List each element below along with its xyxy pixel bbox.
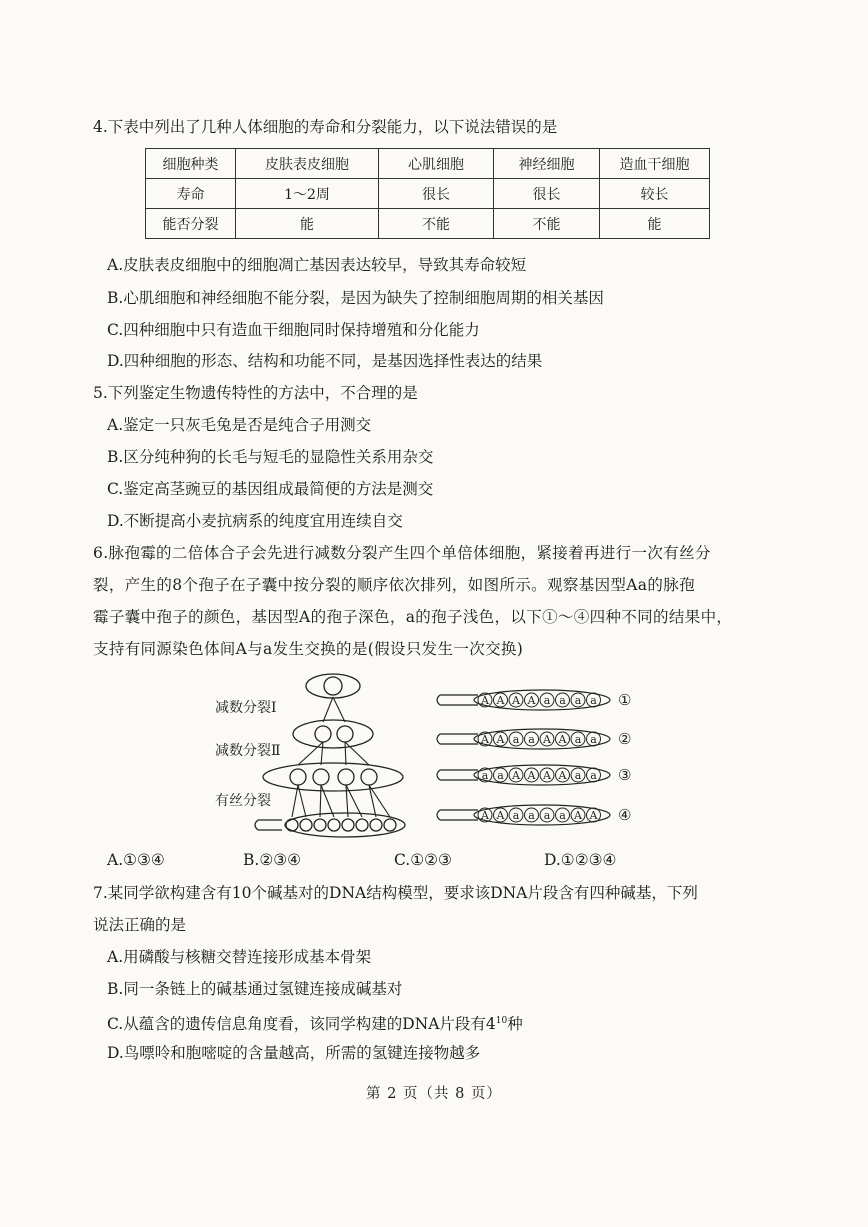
q4-option-d: D.四种细胞的形态、结构和功能不同，是基因选择性表达的结果	[107, 352, 543, 370]
table-cell: 很长	[494, 179, 600, 209]
table-cell: 皮肤表皮细胞	[236, 149, 379, 179]
spore-label: a	[497, 769, 504, 782]
spore-label: A	[512, 769, 520, 782]
ascus-number-label: ③	[618, 766, 632, 784]
spore-label: A	[558, 769, 567, 782]
ascus-number-label: ②	[618, 730, 632, 748]
ascus-number-label: ①	[618, 691, 632, 709]
spore-label: a	[512, 809, 520, 822]
q6-choice-c: C.①②③	[394, 851, 452, 869]
table-cell: 不能	[379, 209, 494, 239]
q5-option-c: C.鉴定高茎豌豆的基因组成最简便的方法是测交	[107, 480, 434, 498]
spore-label: A	[496, 809, 505, 822]
spore-label: A	[574, 809, 582, 822]
q6-stem-line: 裂，产生的8个孢子在子囊中按分裂的顺序依次排列，如图所示。观察基因型Aa的脉孢	[93, 576, 695, 594]
spore-label: a	[528, 733, 535, 746]
spore-label: A	[481, 733, 489, 746]
ascus-result-3	[437, 765, 631, 785]
spore-label: a	[574, 733, 582, 746]
spore-label: A	[496, 733, 505, 746]
q5-option-b: B.区分纯种狗的长毛与短毛的显隐性关系用杂交	[107, 448, 434, 466]
spore-label: a	[590, 694, 597, 707]
table-cell: 心肌细胞	[379, 149, 494, 179]
q7-stem-line: 说法正确的是	[93, 916, 187, 934]
spore-label: A	[589, 809, 598, 822]
table-cell: 1～2周	[236, 179, 379, 209]
spore-label: a	[512, 733, 520, 746]
q7-stem-line: 7.某同学欲构建含有10个碱基对的DNA结构模型，要求该DNA片段含有四种碱基，下列	[93, 884, 698, 902]
ascus-result-1	[437, 690, 631, 710]
q4-option-b: B.心肌细胞和神经细胞不能分裂，是因为缺失了控制细胞周期的相关基因	[107, 289, 604, 307]
spore-label: a	[543, 694, 551, 707]
spore-label: A	[481, 694, 489, 707]
q7-option-d: D.鸟嘌呤和胞嘧啶的含量越高，所需的氢键连接物越多	[107, 1044, 481, 1062]
table-cell: 不能	[494, 209, 600, 239]
q6-stem-line: 6.脉孢霉的二倍体合子会先进行减数分裂产生四个单倍体细胞，紧接着再进行一次有丝分	[93, 544, 711, 562]
spore-label: a	[590, 769, 597, 782]
q7-option-c	[107, 1011, 523, 1034]
stage-label-meiosis-2: 减数分裂Ⅱ	[215, 743, 281, 759]
ascus-result-2	[437, 729, 631, 749]
q5-option-d: D.不断提高小麦抗病系的纯度宜用连续自交	[107, 512, 403, 530]
spore-label: A	[481, 809, 489, 822]
spore-label: a	[481, 769, 489, 782]
q6-stem-line: 霉子囊中孢子的颜色，基因型A的孢子深色，a的孢子浅色，以下①～④四种不同的结果中，	[93, 608, 733, 626]
q6-stem-line: 支持有同源染色体间A与a发生交换的是(假设只发生一次交换)	[93, 640, 524, 658]
q4-option-a: A.皮肤表皮细胞中的细胞凋亡基因表达较早，导致其寿命较短	[107, 256, 527, 274]
q6-choice-b: B.②③④	[243, 851, 302, 869]
spore-label: a	[590, 733, 597, 746]
ascus-number-label: ④	[618, 806, 632, 824]
table-cell: 能	[600, 209, 710, 239]
spore-label: a	[528, 809, 535, 822]
table-cell: 神经细胞	[494, 149, 600, 179]
q4-option-c: C.四种细胞中只有造血干细胞同时保持增殖和分化能力	[107, 321, 480, 339]
spore-label: A	[543, 769, 551, 782]
spore-label: A	[527, 694, 536, 707]
stage-label-mitosis: 有丝分裂	[215, 793, 271, 809]
q6-choice-a: A.①③④	[107, 851, 165, 869]
spore-label: A	[558, 733, 567, 746]
q5-option-a: A.鉴定一只灰毛兔是否是纯合子用测交	[107, 416, 372, 434]
q5-stem: 5.下列鉴定生物遗传特性的方法中，不合理的是	[93, 384, 418, 402]
q7-option-c-text: C.从蕴含的遗传信息角度看，该同学构建的DNA片段有4	[107, 1015, 496, 1034]
q6-choice-d: D.①②③④	[544, 851, 617, 869]
spore-label: a	[574, 769, 582, 782]
page-footer: 第 2 页（共 8 页）	[366, 1086, 502, 1102]
q7-option-c-suffix: 种	[507, 1015, 523, 1034]
table-cell: 寿命	[146, 179, 236, 209]
table-cell: 能	[236, 209, 379, 239]
table-cell: 造血干细胞	[600, 149, 710, 179]
spore-label: A	[512, 694, 520, 707]
q7-option-c-exponent: 10	[495, 1016, 508, 1026]
ascus-result-4	[437, 805, 631, 825]
spore-label: a	[559, 809, 566, 822]
table-cell: 细胞种类	[146, 149, 236, 179]
stage-label-meiosis-1: 减数分裂Ⅰ	[215, 700, 277, 716]
q4-stem: 4.下表中列出了几种人体细胞的寿命和分裂能力，以下说法错误的是	[93, 118, 558, 136]
table-cell: 能否分裂	[146, 209, 236, 239]
spore-label: A	[527, 769, 536, 782]
asci-results	[437, 690, 631, 825]
spore-label: A	[496, 694, 505, 707]
spore-label: a	[574, 694, 582, 707]
spore-label: a	[543, 809, 551, 822]
q7-option-a: A.用磷酸与核糖交替连接形成基本骨架	[107, 948, 372, 966]
q7-option-b: B.同一条链上的碱基通过氢键连接成碱基对	[107, 980, 403, 998]
spore-label: a	[559, 694, 566, 707]
spore-label: A	[543, 733, 551, 746]
table-cell: 很长	[379, 179, 494, 209]
table-cell: 较长	[600, 179, 710, 209]
